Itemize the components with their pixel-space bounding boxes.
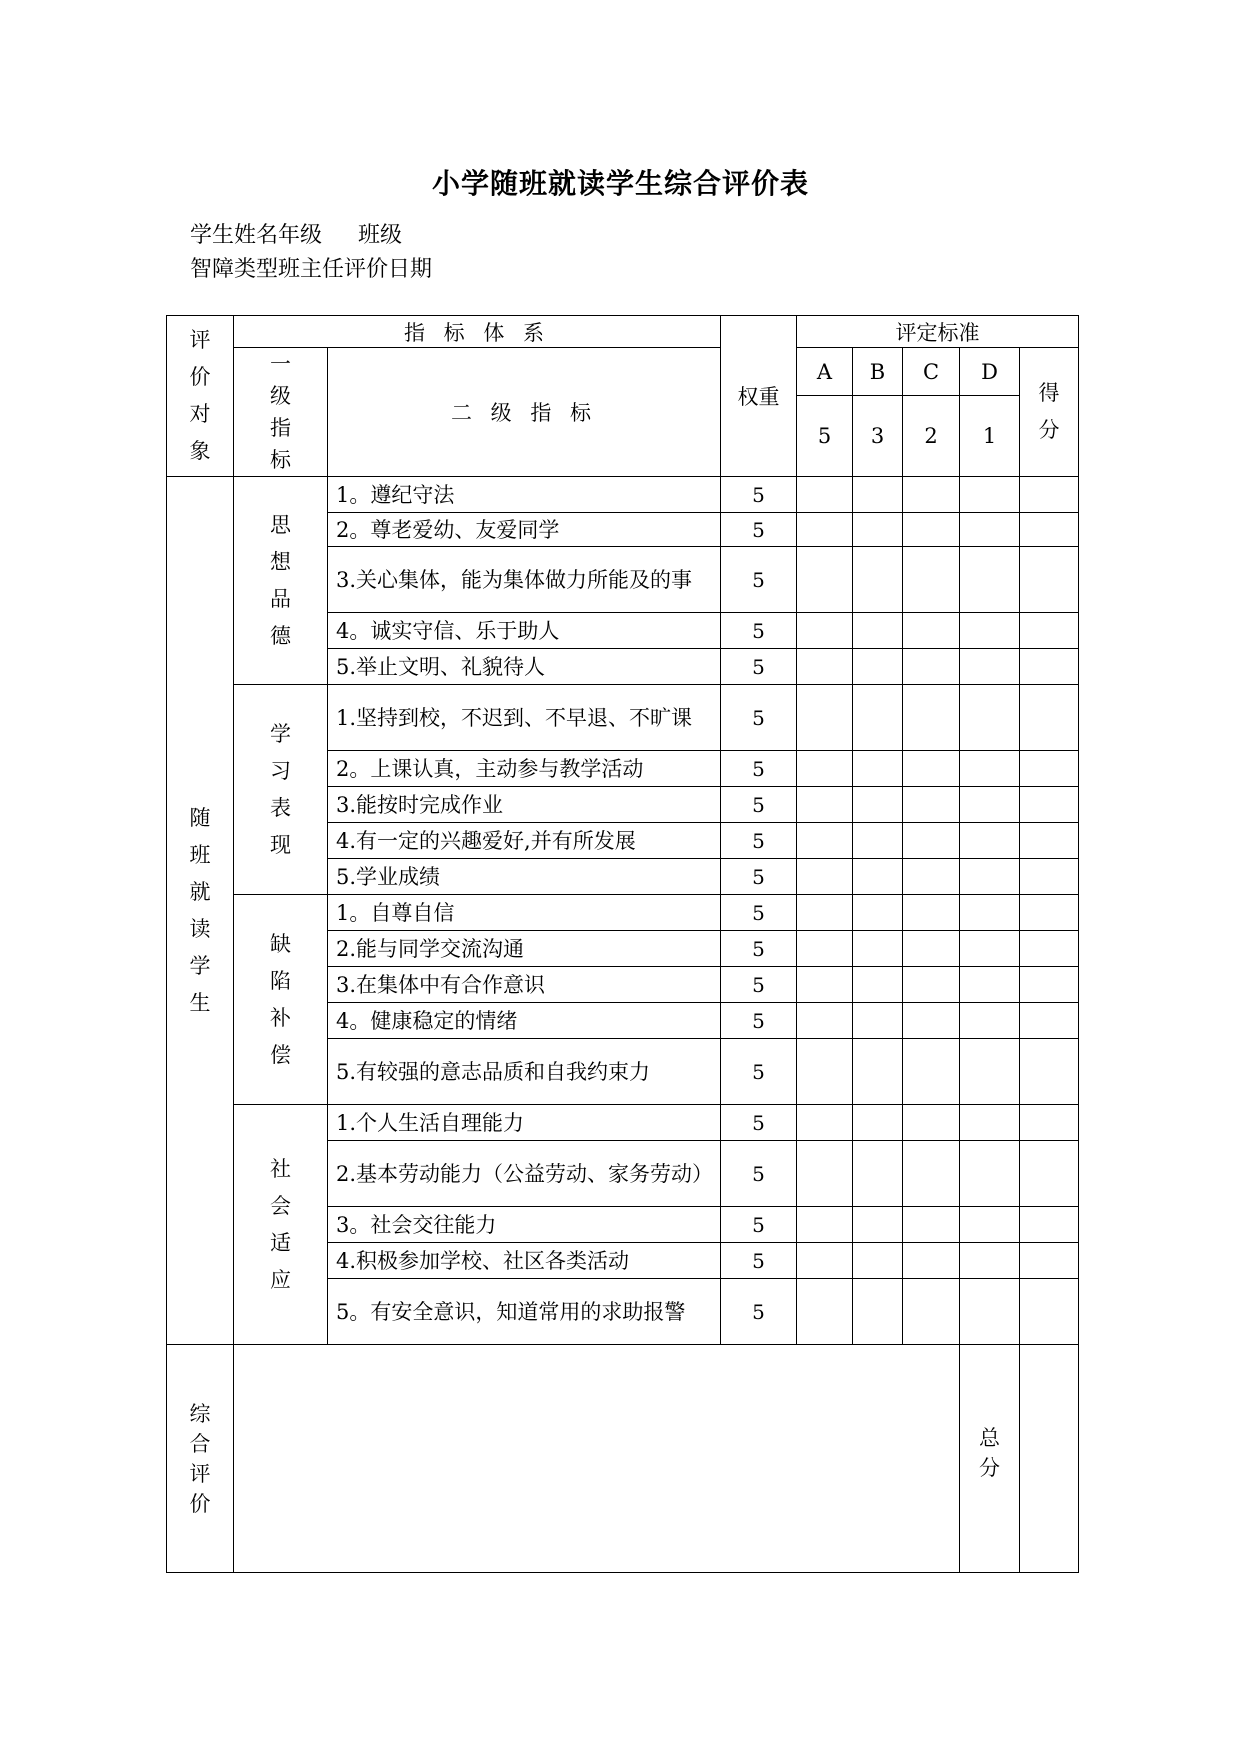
grade-a-cell[interactable] — [797, 1207, 853, 1243]
grade-b-cell[interactable] — [853, 751, 903, 787]
total-label-cell: 总分 — [960, 1345, 1020, 1573]
score-cell[interactable] — [1020, 477, 1079, 513]
grade-a-cell[interactable] — [797, 1105, 853, 1141]
grade-c-cell[interactable] — [903, 823, 960, 859]
table-row — [167, 477, 1079, 513]
indicator-text: 3.关心集体，能为集体做力所能及的事 — [328, 547, 721, 613]
table-row — [167, 895, 1079, 931]
grade-b-cell[interactable] — [853, 1039, 903, 1105]
grade-c-cell[interactable] — [903, 1279, 960, 1345]
grade-c-cell[interactable] — [903, 1003, 960, 1039]
grade-b-cell[interactable] — [853, 1105, 903, 1141]
indicator-text: 2.能与同学交流沟通 — [328, 931, 721, 967]
indicator-weight: 5 — [721, 1279, 797, 1345]
indicator-text: 1。遵纪守法 — [328, 477, 721, 513]
indicator-weight: 5 — [721, 787, 797, 823]
grade-d-cell[interactable] — [960, 477, 1020, 513]
grade-a-cell[interactable] — [797, 613, 853, 649]
indicator-text: 4.有一定的兴趣爱好,并有所发展 — [328, 823, 721, 859]
grade-b-cell[interactable] — [853, 1141, 903, 1207]
grade-b-cell[interactable] — [853, 931, 903, 967]
grade-b-cell[interactable] — [853, 895, 903, 931]
grade-b-cell[interactable] — [853, 547, 903, 613]
overall-label-cell: 综合评价 — [167, 1345, 234, 1573]
grade-c-cell[interactable] — [903, 685, 960, 751]
grade-b-cell[interactable] — [853, 967, 903, 1003]
page-title: 小学随班就读学生综合评价表 — [431, 167, 809, 200]
overall-row — [167, 1345, 1079, 1573]
class-label: 班级 — [358, 223, 403, 248]
grade-d-cell[interactable] — [960, 931, 1020, 967]
grade-a-cell[interactable] — [797, 1039, 853, 1105]
grade-c-cell[interactable] — [903, 1207, 960, 1243]
level1-header: 一级指标 — [234, 348, 328, 477]
grade-a-cell[interactable] — [797, 823, 853, 859]
score-header: 得分 — [1020, 348, 1079, 477]
grade-d-cell[interactable] — [960, 1141, 1020, 1207]
grade-d-cell[interactable] — [960, 751, 1020, 787]
indicator-weight: 5 — [721, 1243, 797, 1279]
grade-d-cell[interactable] — [960, 685, 1020, 751]
grade-a-cell[interactable] — [797, 1243, 853, 1279]
grade-c-header: C — [903, 348, 960, 396]
evaluation-table — [166, 315, 1079, 1573]
student-name-grade-label: 学生姓名年级 — [190, 223, 323, 248]
grade-c-cell[interactable] — [903, 477, 960, 513]
score-cell[interactable] — [1020, 649, 1079, 685]
grade-c-cell[interactable] — [903, 967, 960, 1003]
grade-b-cell[interactable] — [853, 613, 903, 649]
category-cell: 思想品德 — [234, 477, 328, 685]
score-cell[interactable] — [1020, 1243, 1079, 1279]
grade-b-header: B — [853, 348, 903, 396]
index-system-header: 指 标 体 系 — [234, 316, 721, 348]
score-cell[interactable] — [1020, 967, 1079, 1003]
indicator-text: 4.积极参加学校、社区各类活动 — [328, 1243, 721, 1279]
grade-d-cell[interactable] — [960, 649, 1020, 685]
grade-a-cell[interactable] — [797, 895, 853, 931]
grade-d-header: D — [960, 348, 1020, 396]
grade-c-cell[interactable] — [903, 649, 960, 685]
score-cell[interactable] — [1020, 513, 1079, 547]
table-row — [167, 685, 1079, 751]
grade-a-header: A — [797, 348, 853, 396]
grade-a-cell[interactable] — [797, 859, 853, 895]
grade-d-cell[interactable] — [960, 613, 1020, 649]
indicator-text: 2。尊老爱幼、友爱同学 — [328, 513, 721, 547]
grade-a-cell[interactable] — [797, 751, 853, 787]
grade-d-cell[interactable] — [960, 967, 1020, 1003]
score-cell[interactable] — [1020, 1003, 1079, 1039]
indicator-weight: 5 — [721, 613, 797, 649]
grade-d-cell[interactable] — [960, 787, 1020, 823]
indicator-text: 1.坚持到校，不迟到、不早退、不旷课 — [328, 685, 721, 751]
overall-comment-cell[interactable] — [234, 1345, 960, 1573]
student-info-line-2: 智障类型班主任评价日期 — [190, 257, 433, 282]
indicator-text: 5。有安全意识，知道常用的求助报警 — [328, 1279, 721, 1345]
grade-c-cell[interactable] — [903, 859, 960, 895]
grade-a-points: 5 — [797, 396, 853, 477]
grade-b-cell[interactable] — [853, 1003, 903, 1039]
score-cell[interactable] — [1020, 859, 1079, 895]
grade-a-cell[interactable] — [797, 649, 853, 685]
indicator-weight: 5 — [721, 1003, 797, 1039]
indicator-weight: 5 — [721, 513, 797, 547]
score-cell[interactable] — [1020, 751, 1079, 787]
grade-a-cell[interactable] — [797, 967, 853, 1003]
level2-header: 二 级 指 标 — [328, 348, 721, 477]
table-row — [167, 1105, 1079, 1141]
grade-a-cell[interactable] — [797, 477, 853, 513]
grade-d-cell[interactable] — [960, 895, 1020, 931]
grade-a-cell[interactable] — [797, 931, 853, 967]
grade-d-cell[interactable] — [960, 1105, 1020, 1141]
category-cell: 学习表现 — [234, 685, 328, 895]
indicator-text: 3。社会交往能力 — [328, 1207, 721, 1243]
grade-c-cell[interactable] — [903, 931, 960, 967]
grade-c-cell[interactable] — [903, 1039, 960, 1105]
grade-a-cell[interactable] — [797, 547, 853, 613]
indicator-text: 3.能按时完成作业 — [328, 787, 721, 823]
grade-b-cell[interactable] — [853, 859, 903, 895]
indicator-weight: 5 — [721, 859, 797, 895]
indicator-weight: 5 — [721, 751, 797, 787]
indicator-text: 3.在集体中有合作意识 — [328, 967, 721, 1003]
grade-b-cell[interactable] — [853, 513, 903, 547]
indicator-text: 4。诚实守信、乐于助人 — [328, 613, 721, 649]
grade-d-cell[interactable] — [960, 1279, 1020, 1345]
grade-d-cell[interactable] — [960, 823, 1020, 859]
indicator-text: 5.学业成绩 — [328, 859, 721, 895]
score-cell[interactable] — [1020, 787, 1079, 823]
indicator-weight: 5 — [721, 1207, 797, 1243]
standard-header: 评定标准 — [797, 316, 1079, 348]
indicator-weight: 5 — [721, 967, 797, 1003]
grade-b-points: 3 — [853, 396, 903, 477]
grade-d-cell[interactable] — [960, 1207, 1020, 1243]
grade-a-cell[interactable] — [797, 513, 853, 547]
grade-d-cell[interactable] — [960, 1039, 1020, 1105]
grade-c-cell[interactable] — [903, 1141, 960, 1207]
grade-a-cell[interactable] — [797, 1141, 853, 1207]
indicator-weight: 5 — [721, 547, 797, 613]
grade-c-cell[interactable] — [903, 751, 960, 787]
grade-c-cell[interactable] — [903, 787, 960, 823]
grade-a-cell[interactable] — [797, 685, 853, 751]
indicator-weight: 5 — [721, 895, 797, 931]
grade-d-cell[interactable] — [960, 1003, 1020, 1039]
grade-b-cell[interactable] — [853, 1279, 903, 1345]
grade-c-points: 2 — [903, 396, 960, 477]
score-cell[interactable] — [1020, 685, 1079, 751]
grade-b-cell[interactable] — [853, 787, 903, 823]
grade-a-cell[interactable] — [797, 787, 853, 823]
indicator-text: 4。健康稳定的情绪 — [328, 1003, 721, 1039]
total-score-cell[interactable] — [1020, 1345, 1079, 1573]
grade-b-cell[interactable] — [853, 649, 903, 685]
grade-b-cell[interactable] — [853, 1243, 903, 1279]
grade-c-cell[interactable] — [903, 895, 960, 931]
score-cell[interactable] — [1020, 1141, 1079, 1207]
category-cell: 缺陷补偿 — [234, 895, 328, 1105]
grade-b-cell[interactable] — [853, 823, 903, 859]
indicator-text: 1.个人生活自理能力 — [328, 1105, 721, 1141]
grade-d-points: 1 — [960, 396, 1020, 477]
grade-d-cell[interactable] — [960, 547, 1020, 613]
student-info-line-1 — [190, 218, 402, 249]
indicator-weight: 5 — [721, 1141, 797, 1207]
score-cell[interactable] — [1020, 931, 1079, 967]
category-cell: 社会适应 — [234, 1105, 328, 1345]
grade-b-cell[interactable] — [853, 1207, 903, 1243]
indicator-weight: 5 — [721, 931, 797, 967]
indicator-weight: 5 — [721, 1105, 797, 1141]
grade-d-cell[interactable] — [960, 1243, 1020, 1279]
indicator-weight: 5 — [721, 1039, 797, 1105]
score-cell[interactable] — [1020, 1039, 1079, 1105]
indicator-text: 5.举止文明、礼貌待人 — [328, 649, 721, 685]
indicator-text: 2。上课认真，主动参与教学活动 — [328, 751, 721, 787]
score-cell[interactable] — [1020, 1279, 1079, 1345]
score-cell[interactable] — [1020, 1207, 1079, 1243]
grade-c-cell[interactable] — [903, 547, 960, 613]
grade-b-cell[interactable] — [853, 477, 903, 513]
indicator-weight: 5 — [721, 685, 797, 751]
indicator-weight: 5 — [721, 477, 797, 513]
indicator-weight: 5 — [721, 823, 797, 859]
indicator-text: 5.有较强的意志品质和自我约束力 — [328, 1039, 721, 1105]
indicator-text: 2.基本劳动能力（公益劳动、家务劳动） — [328, 1141, 721, 1207]
score-cell[interactable] — [1020, 613, 1079, 649]
grade-c-cell[interactable] — [903, 513, 960, 547]
grade-a-cell[interactable] — [797, 1279, 853, 1345]
score-cell[interactable] — [1020, 1105, 1079, 1141]
grade-d-cell[interactable] — [960, 513, 1020, 547]
indicator-text: 1。自尊自信 — [328, 895, 721, 931]
grade-b-cell[interactable] — [853, 685, 903, 751]
grade-a-cell[interactable] — [797, 1003, 853, 1039]
subject-cell: 随班就读学生 — [167, 477, 234, 1345]
grade-c-cell[interactable] — [903, 613, 960, 649]
weight-header: 权重 — [721, 316, 797, 477]
grade-c-cell[interactable] — [903, 1243, 960, 1279]
grade-d-cell[interactable] — [960, 859, 1020, 895]
score-cell[interactable] — [1020, 895, 1079, 931]
score-cell[interactable] — [1020, 823, 1079, 859]
indicator-weight: 5 — [721, 649, 797, 685]
score-cell[interactable] — [1020, 547, 1079, 613]
eval-object-header: 评价对象 — [167, 316, 234, 477]
grade-c-cell[interactable] — [903, 1105, 960, 1141]
